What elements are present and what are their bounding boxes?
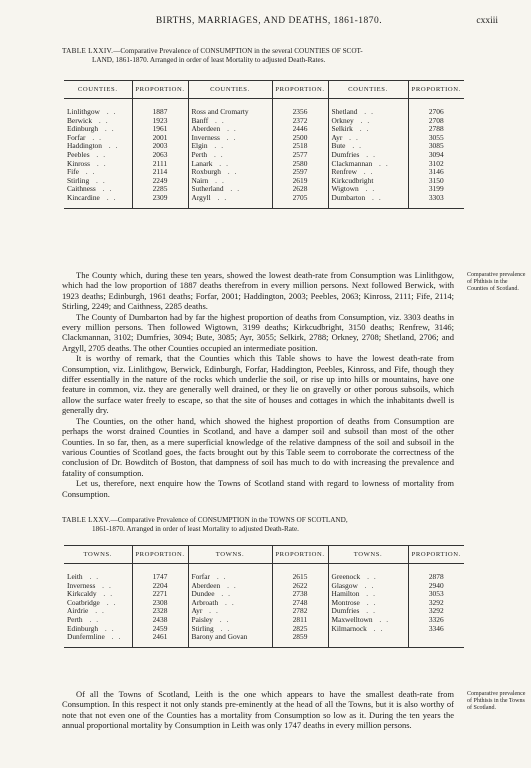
- leader-dots: ..: [342, 132, 363, 142]
- proportion-cell: 2438: [132, 616, 188, 625]
- name-text: Airdrie: [67, 606, 89, 616]
- table1-caption: [62, 47, 482, 65]
- name-text: Linlithgow: [67, 107, 100, 116]
- proportion-cell: 3346: [408, 625, 464, 634]
- name-text: Edinburgh: [67, 124, 99, 134]
- table-row: [64, 142, 464, 151]
- proportion-cell: 2111: [132, 160, 188, 169]
- body-text-towns: [62, 689, 454, 731]
- proportion-cell: 2249: [132, 177, 188, 186]
- proportion-cell: 1887: [132, 99, 188, 117]
- proportion-cell: 3199: [408, 185, 464, 194]
- name-text: Ayr: [191, 606, 203, 616]
- proportion-cell: 1961: [132, 125, 188, 134]
- leader-dots: ..: [88, 606, 109, 616]
- proportion-cell: 2518: [272, 142, 328, 151]
- proportion-cell: 2859: [272, 633, 328, 647]
- name-text: Stirling: [191, 623, 214, 633]
- table2-header-5: PROPORTION.: [408, 546, 464, 564]
- proportion-cell: 2628: [272, 185, 328, 194]
- proportion-cell: 2619: [272, 177, 328, 186]
- name-cell: [188, 194, 272, 208]
- leader-dots: ..: [96, 589, 118, 599]
- leader-dots: ..: [95, 580, 116, 590]
- table2-header-4: TOWNS.: [328, 546, 408, 564]
- proportion-cell: 2446: [272, 125, 328, 134]
- leader-dots: ..: [95, 184, 117, 194]
- name-text: Glasgow: [331, 580, 358, 590]
- leader-dots: ..: [99, 107, 121, 116]
- leader-dots: ..: [359, 606, 380, 616]
- leader-dots: ..: [219, 132, 241, 142]
- name-text: Edinburgh: [67, 623, 99, 633]
- leader-dots: ..: [207, 141, 229, 151]
- name-text: Kincardine: [67, 192, 100, 202]
- proportion-cell: 2825: [272, 625, 328, 634]
- proportion-cell: 2372: [272, 117, 328, 126]
- table1-label: TABLE LXXIV.: [62, 47, 114, 55]
- leader-dots: ..: [372, 614, 394, 624]
- name-cell: [188, 633, 272, 647]
- leader-dots: ..: [218, 597, 239, 607]
- leader-dots: ..: [359, 589, 380, 599]
- name-text: Kilmarnock: [331, 623, 367, 633]
- table-row: [64, 99, 464, 117]
- leader-dots: ..: [207, 149, 228, 159]
- name-cell: [64, 564, 132, 582]
- leader-dots: ..: [82, 614, 104, 624]
- proportion-cell: 3102: [408, 160, 464, 169]
- table2-caption-line1: —Comparative Prevalence of CONSUMPTION in the TOWNS OF SCOTLAND,: [110, 516, 348, 524]
- proportion-cell: 2114: [132, 168, 188, 177]
- name-text: Inverness: [67, 580, 96, 590]
- table1-header-3: PROPORTION.: [272, 81, 328, 99]
- name-cell: [328, 633, 408, 647]
- name-text: Selkirk: [331, 124, 353, 134]
- proportion-cell: 3326: [408, 616, 464, 625]
- leader-dots: ..: [356, 167, 378, 177]
- table2-caption-line2: 1861-1870. Arranged in order of least Mortality to adjusted Death-Rate.: [92, 525, 299, 533]
- page-number: cxxiii: [476, 16, 498, 26]
- table2-header-0: TOWNS.: [64, 546, 132, 564]
- leader-dots: ..: [209, 572, 231, 581]
- leader-dots: ..: [85, 132, 107, 142]
- name-text: Clackmannan: [331, 158, 373, 168]
- leader-dots: ..: [220, 167, 242, 177]
- leader-dots: ..: [82, 572, 104, 581]
- proportion-cell: 2622: [272, 582, 328, 591]
- leader-dots: ..: [214, 589, 236, 599]
- paragraph: Of all the Towns of Scotland, Leith is the one which appears to have the smallest death-rate from Consumption. In this respect it not only stands pre-eminently at the head of all the Towns, but it is also worthy of note that not even one of the Counties has a mortality from Consumption so low as it. During the ten years the annual proportional mortality by Consumption in Leith was only 1747 deaths in every million persons.: [62, 689, 454, 731]
- name-text: Forfar: [67, 132, 86, 142]
- leader-dots: ..: [78, 167, 100, 177]
- proportion-cell: 3150: [408, 177, 464, 186]
- table1-caption-line1: —Comparative Prevalence of CONSUMPTION in the several COUNTIES OF SCOT-: [113, 47, 363, 55]
- proportion-cell: 2356: [272, 99, 328, 117]
- leader-dots: ..: [210, 192, 232, 202]
- name-text: Kinross: [67, 158, 90, 168]
- leader-dots: ..: [220, 124, 241, 134]
- name-text: Dumbarton: [331, 192, 366, 202]
- table1-header-1: PROPORTION.: [132, 81, 188, 99]
- table-row: [64, 134, 464, 143]
- table-row: [64, 599, 464, 608]
- table-row: [64, 616, 464, 625]
- table-row: [64, 582, 464, 591]
- name-text: Perth: [67, 614, 83, 624]
- leader-dots: ..: [208, 115, 229, 125]
- name-text: Ayr: [331, 132, 343, 142]
- name-cell: [64, 194, 132, 208]
- proportion-cell: 2788: [408, 125, 464, 134]
- proportion-cell: 1923: [132, 117, 188, 126]
- proportion-cell: 2615: [272, 564, 328, 582]
- name-text: Roxburgh: [191, 167, 221, 177]
- proportion-cell: 2309: [132, 194, 188, 208]
- proportion-cell: 2580: [272, 160, 328, 169]
- leader-dots: ..: [104, 632, 126, 642]
- table-row: [64, 177, 464, 186]
- proportion-cell: 2461: [132, 633, 188, 647]
- name-text: Banff: [191, 115, 209, 125]
- proportion-cell: 2940: [408, 582, 464, 591]
- name-cell: [328, 194, 408, 208]
- proportion-cell: [408, 633, 464, 647]
- table-row: [64, 633, 464, 647]
- name-text: Maxwelltown: [331, 614, 373, 624]
- name-text: Forfar: [191, 572, 210, 581]
- name-text: Dundee: [191, 589, 215, 599]
- proportion-cell: 3085: [408, 142, 464, 151]
- name-text: Montrose: [331, 597, 360, 607]
- leader-dots: ..: [212, 158, 233, 168]
- proportion-cell: 3292: [408, 599, 464, 608]
- leader-dots: ..: [366, 623, 388, 633]
- table1-header-0: COUNTIES.: [64, 81, 132, 99]
- proportion-cell: 2708: [408, 117, 464, 126]
- table-towns: [64, 545, 464, 648]
- table1-header-5: PROPORTION.: [408, 81, 464, 99]
- paragraph: It is worthy of remark, that the Counties which this Table shows to have the lowest death-rate from Consumption, viz. Linlithgow, Berwick, Edinburgh, Forfar, Haddington, Peebles, Kinross, and Fife, though they differ essentially in the nature of the rocks which underlie the soil, or rise up into hills or mountains, have one feature in common, viz. they are generally well drained, or they lie on gravelly or other porous subsoils, which allow the surface water freely to escape, so that the site of houses and cottages in which the inhabitants dwell is generally dry.: [62, 353, 454, 416]
- leader-dots: ..: [98, 623, 119, 633]
- name-text: Fife: [67, 167, 79, 177]
- name-text: Stirling: [67, 175, 90, 185]
- leader-dots: ..: [90, 158, 111, 168]
- paragraph: The County which, during these ten years, showed the lowest death-rate from Consumption was Linlithgow, which had the low proportion of 1887 deaths therefrom in every million persons. Next followed Berwick, with 1923 deaths; Edinburgh, 1961 deaths; Forfar, 2001; Haddington, 2003; Peebles, 2063; Kinross, 2111; Fife, 2114; Stirling, 2249; and Caithness, 2285 deaths.: [62, 270, 454, 312]
- name-text: Dumfries: [331, 606, 360, 616]
- leader-dots: ..: [372, 158, 393, 168]
- proportion-cell: 2204: [132, 582, 188, 591]
- proportion-cell: 2001: [132, 134, 188, 143]
- running-header: [40, 16, 498, 30]
- name-cell: [188, 564, 272, 582]
- proportion-cell: 2878: [408, 564, 464, 582]
- leader-dots: ..: [213, 623, 235, 633]
- name-text: Elgin: [191, 141, 208, 151]
- name-text: Nairn: [191, 175, 209, 185]
- name-text: Kirkcudbright: [331, 175, 374, 185]
- name-text: Perth: [191, 149, 208, 159]
- leader-dots: ..: [357, 107, 378, 116]
- table1-caption-line2: LAND, 1861-1870. Arranged in order of least Mortality to adjusted Death-Rates.: [92, 56, 326, 64]
- table-row: [64, 590, 464, 599]
- table1-header-2: COUNTIES.: [188, 81, 272, 99]
- table2-header-2: TOWNS.: [188, 546, 272, 564]
- body-text-counties: [62, 270, 454, 499]
- leader-dots: ..: [360, 572, 381, 581]
- proportion-cell: 2063: [132, 151, 188, 160]
- name-text: Dumfries: [331, 149, 360, 159]
- name-text: Shetland: [331, 107, 358, 116]
- proportion-cell: 2285: [132, 185, 188, 194]
- name-text: Bute: [331, 141, 346, 151]
- proportion-cell: 2748: [272, 599, 328, 608]
- leader-dots: ..: [359, 597, 381, 607]
- leader-dots: ..: [359, 149, 380, 159]
- name-text: Barony and Govan: [191, 632, 248, 642]
- leader-dots: ..: [99, 597, 121, 607]
- proportion-cell: 2705: [272, 194, 328, 208]
- name-text: Sutherland: [191, 184, 224, 194]
- table-row: [64, 160, 464, 169]
- name-text: Inverness: [191, 132, 220, 142]
- proportion-cell: 3094: [408, 151, 464, 160]
- name-text: Argyll: [191, 192, 211, 202]
- table2-caption: [62, 516, 482, 534]
- name-text: Berwick: [67, 115, 93, 125]
- table2-header-1: PROPORTION.: [132, 546, 188, 564]
- leader-dots: ..: [357, 580, 379, 590]
- name-cell: [188, 99, 272, 117]
- name-text: Lanark: [191, 158, 213, 168]
- leader-dots: ..: [212, 614, 234, 624]
- name-text: Hamilton: [331, 589, 360, 599]
- leader-dots: ..: [345, 141, 367, 151]
- name-text: Greenock: [331, 572, 361, 581]
- table-row: [64, 564, 464, 582]
- leader-dots: ..: [92, 115, 113, 125]
- proportion-cell: 2500: [272, 134, 328, 143]
- name-text: Ross and Cromarty: [191, 107, 249, 116]
- name-text: Aberdeen: [191, 124, 221, 134]
- leader-dots: ..: [353, 115, 375, 125]
- margin-note-counties: Comparative prevalence of Phthisis in the Counties of Scotland.: [467, 272, 526, 292]
- name-text: Caithness: [67, 184, 96, 194]
- table1-header-4: COUNTIES.: [328, 81, 408, 99]
- leader-dots: ..: [89, 175, 110, 185]
- proportion-cell: 2459: [132, 625, 188, 634]
- table-row: [64, 125, 464, 134]
- leader-dots: ..: [208, 175, 229, 185]
- leader-dots: ..: [99, 192, 121, 202]
- proportion-cell: 2003: [132, 142, 188, 151]
- table-row: [64, 607, 464, 616]
- proportion-cell: 2577: [272, 151, 328, 160]
- table2-label: TABLE LXXV.: [62, 516, 111, 524]
- page-title: BIRTHS, MARRIAGES, AND DEATHS, 1861-1870.: [155, 16, 383, 26]
- proportion-cell: 3303: [408, 194, 464, 208]
- table-row: [64, 151, 464, 160]
- table-counties: [64, 80, 464, 209]
- name-text: Orkney: [331, 115, 354, 125]
- proportion-cell: 3053: [408, 590, 464, 599]
- name-text: Renfrew: [331, 167, 357, 177]
- table-row: [64, 168, 464, 177]
- name-cell: [328, 99, 408, 117]
- paragraph: The Counties, on the other hand, which showed the highest proportion of deaths from Consumption are perhaps the worst drained Counties in Scotland, and have a damper soil and subsoil than most of the other Counties. In so far, then, as a mere superficial knowledge of the relative dampness of the soil and subsoil in the various Counties of Scotland goes, the facts brought out by this Table seem to corroborate the correctness of the conclusion of Dr. Bowditch of Boston, that dampness of soil has much to do with increasing the prevalence and fatality of consumption.: [62, 415, 454, 478]
- name-text: Aberdeen: [191, 580, 221, 590]
- proportion-cell: 2271: [132, 590, 188, 599]
- proportion-cell: 2328: [132, 607, 188, 616]
- table2-header-3: PROPORTION.: [272, 546, 328, 564]
- proportion-cell: 1747: [132, 564, 188, 582]
- proportion-cell: 2597: [272, 168, 328, 177]
- leader-dots: ..: [202, 606, 223, 616]
- leader-dots: ..: [223, 184, 245, 194]
- paragraph: Let us, therefore, next enquire how the Towns of Scotland stand with regard to lowness of mortality from Consumption.: [62, 478, 454, 499]
- name-text: Haddington: [67, 141, 102, 151]
- proportion-cell: 2706: [408, 99, 464, 117]
- leader-dots: ..: [98, 124, 119, 134]
- name-text: Peebles: [67, 149, 90, 159]
- name-cell: [64, 99, 132, 117]
- name-text: Dunfermline: [67, 632, 105, 642]
- name-text: Leith: [67, 572, 83, 581]
- proportion-cell: 3055: [408, 134, 464, 143]
- leader-dots: ..: [89, 149, 111, 159]
- name-text: Paisley: [191, 614, 213, 624]
- leader-dots: ..: [358, 184, 380, 194]
- proportion-cell: 2782: [272, 607, 328, 616]
- table-row: [64, 117, 464, 126]
- name-text: Wigtown: [331, 184, 359, 194]
- leader-dots: ..: [352, 124, 374, 134]
- proportion-cell: 3292: [408, 607, 464, 616]
- paragraph: The County of Dumbarton had by far the highest proportion of deaths from Consumption, viz. 3303 deaths in every million persons. Then followed Wigtown, 3199 deaths; Kirkcudbright, 3150 deaths; Renfrew, 3146; Clackmannan, 3102; Dumfries, 3094; Bute, 3085; Ayr, 3055; Selkirk, 2788; Orkney, 2708; Shetland, 2706; and Argyll, 2705 deaths. The other Counties occupied an intermediate position.: [62, 311, 454, 353]
- name-cell: [328, 625, 408, 634]
- table-row: [64, 194, 464, 208]
- table-row: [64, 185, 464, 194]
- proportion-cell: 2308: [132, 599, 188, 608]
- proportion-cell: 3146: [408, 168, 464, 177]
- name-cell: [328, 564, 408, 582]
- leader-dots: ..: [365, 192, 386, 202]
- name-text: Coatbridge: [67, 597, 100, 607]
- name-text: Arbroath: [191, 597, 219, 607]
- name-cell: [64, 633, 132, 647]
- leader-dots: ..: [101, 141, 123, 151]
- proportion-cell: 2738: [272, 590, 328, 599]
- proportion-cell: 2811: [272, 616, 328, 625]
- margin-note-towns: Comparative prevalence of Phthisis in the Towns of Scotland.: [467, 691, 526, 711]
- name-text: Kirkcaldy: [67, 589, 97, 599]
- leader-dots: ..: [220, 580, 241, 590]
